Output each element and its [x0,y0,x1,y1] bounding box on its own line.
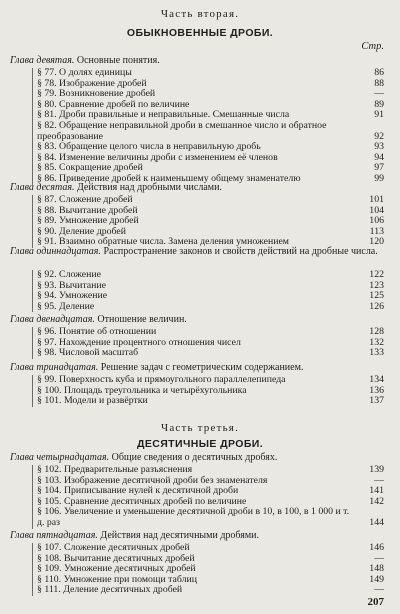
part-label: Часть третья. [160,422,240,434]
entry-page: 93 [374,142,384,153]
toc-entry[interactable] [33,163,384,174]
toc-entry[interactable] [33,507,384,528]
entry-page: 88 [374,78,384,89]
toc-entry[interactable] [33,270,384,281]
part-label: Часть вторая. [160,8,240,20]
entry-number: § 98. [37,348,57,359]
entry-page: 92 [374,130,384,142]
entry-title: Взаимно обратные числа. Замена деления умножением [59,237,290,248]
entry-number: § 95. [37,301,57,312]
toc-entry[interactable] [33,153,384,164]
entry-title: Изображение дробей [59,78,147,89]
entry-title: Нахождение процентного отношения чисел [59,337,241,348]
toc-entry[interactable] [33,142,384,153]
entry-number: § 88. [37,205,57,216]
toc-entry[interactable] [33,543,384,554]
chapter-label: Глава пятнадцатая. [10,530,98,541]
entry-page: 149 [369,574,384,585]
entry-page: 101 [369,195,384,205]
entry-title: Сложение [59,270,101,280]
entry-title: Приведение дробей к наименьшему общему знаменателю [59,173,301,184]
toc-entry[interactable] [33,110,384,121]
toc-entry[interactable] [33,348,384,359]
toc-entry[interactable] [33,216,384,227]
entry-title: О долях единицы [59,68,132,78]
entry-page: 141 [369,486,384,497]
chapter-entries [32,375,384,407]
entry-title: Умножение десятичных дробей [63,564,196,575]
entry-number: § 107. [37,543,62,553]
entry-number: § 92. [37,270,57,280]
entry-page: 132 [369,337,384,348]
entry-title: Деление десятичных дробей [63,585,183,596]
entry-page: 137 [369,396,384,407]
chapter-title: Общие сведения о десятичных дробях. [111,452,278,463]
toc-entry[interactable] [33,327,384,338]
page-column-label: Стр. [361,41,384,52]
entry-number: § 105. [37,496,62,507]
entry-page: 128 [369,327,384,337]
toc-entry[interactable] [33,227,384,238]
entry-number: § 84. [37,152,57,163]
entry-number: § 111. [37,585,61,596]
entry-number: § 89. [37,216,57,227]
toc-entry[interactable] [33,396,384,407]
chapter-title: Действия над десятичными дробями. [100,530,260,541]
entry-number: § 93. [37,280,57,291]
toc-entry[interactable] [33,291,384,302]
chapter-title: Решение задач с геометрическим содержанием. [100,362,304,373]
entry-number: § 110. [37,574,62,585]
entry-title: Обращение неправильной дроби в смешанное число и обратное преобразование [37,120,327,142]
toc-entry[interactable] [33,476,384,487]
entry-page: 139 [369,465,384,475]
entry-page: 104 [369,205,384,216]
toc-entry[interactable] [33,89,384,100]
toc-entry[interactable] [33,100,384,111]
toc-entry[interactable] [33,465,384,476]
toc-entry[interactable] [33,375,384,386]
entry-title: Дроби правильные и неправильные. Смешанные числа [59,110,290,121]
entry-number: § 77. [37,68,57,78]
toc-entry[interactable] [33,79,384,90]
entry-page: 99 [374,173,384,184]
entry-number: § 85. [37,163,57,174]
chapter-heading [10,314,384,326]
entry-number: § 103. [37,475,62,486]
entry-page: — [374,553,384,564]
chapter-label: Глава тринадцатая. [10,362,99,373]
entry-title: Деление [59,301,95,312]
chapter-label: Глава четырнадцатая. [10,452,110,463]
entry-number: § 86. [37,173,57,184]
chapter-label: Глава двенадцатая. [10,314,95,325]
entry-page: 125 [369,291,384,302]
toc-entry[interactable] [33,585,384,596]
entry-number: § 106. [37,507,62,518]
entry-title: Умножение дробей [59,216,139,227]
chapter-heading [10,452,384,464]
entry-title: Возникновение дробей [59,89,156,100]
entry-title: Сравнение десятичных дробей по величине [63,496,247,507]
entry-title: Изображение десятичной дроби без знаменателя [63,475,268,486]
entry-page: 123 [369,280,384,291]
entry-page: 89 [374,99,384,110]
chapter-title: Распространение законов и свойств действий на дробные числа. [103,246,378,257]
entry-number: § 97. [37,337,57,348]
entry-number: § 96. [37,327,57,337]
toc-entry[interactable] [33,281,384,292]
chapter-heading [10,362,384,374]
chapter-entries [32,543,384,596]
toc-entry[interactable] [33,554,384,565]
chapter-entries [32,327,384,359]
entry-title: Предварительные разъяснения [63,465,193,475]
entry-page: 94 [374,152,384,163]
entry-title: Вычитание десятичных дробей [63,553,195,564]
entry-number: § 101. [37,396,62,407]
entry-title: Поверхность куба и прямоугольного параллелепипеда [59,375,286,385]
page-number: 207 [367,596,384,608]
toc-entry[interactable] [33,68,384,79]
chapter-entries [32,68,384,185]
chapter-title: Действия над дробными числами. [76,182,222,193]
entry-number: § 90. [37,226,57,237]
entry-number: § 104. [37,486,62,497]
entry-page: — [374,585,384,596]
entry-number: § 109. [37,564,62,575]
entry-page: 86 [374,68,384,78]
entry-number: § 87. [37,195,57,205]
chapter-entries [32,465,384,529]
chapter-heading [10,55,384,67]
entry-number: § 108. [37,553,62,564]
entry-page: — [374,475,384,486]
chapter-entries [32,270,384,312]
entry-page: 91 [374,110,384,121]
entry-title: Умножение [59,291,108,302]
entry-title: Модели и развёртки [63,396,148,407]
chapter-label: Глава десятая. [10,182,75,193]
toc-entry[interactable] [33,486,384,497]
entry-title: Сложение десятичных дробей [63,543,190,553]
chapter-entries [32,195,384,248]
entry-page: 133 [369,348,384,359]
entry-title: Приписывание нулей к десятичной дроби [63,486,239,497]
chapter-title: Основные понятия. [76,55,160,66]
entry-number: § 91. [37,237,57,248]
entry-number: § 80. [37,99,57,110]
entry-page: 106 [369,216,384,227]
entry-page: 144 [369,516,384,528]
chapter-heading [10,182,384,194]
chapter-heading [10,530,384,542]
toc-entry[interactable] [33,497,384,508]
entry-title: Понятие об отношении [59,327,157,337]
entry-page: 122 [369,270,384,280]
entry-page: 126 [369,301,384,312]
entry-title: Сложение дробей [59,195,133,205]
entry-number: § 82. [37,120,57,131]
entry-title: Изменение величины дроби с изменением её членов [59,152,278,163]
entry-page: 142 [369,496,384,507]
entry-page: 134 [369,375,384,385]
entry-page: — [374,89,384,100]
part-title: ОБЫКНОВЕННЫЕ ДРОБИ. [126,27,274,39]
entry-number: § 81. [37,110,57,121]
entry-number: § 94. [37,291,57,302]
toc-entry[interactable] [33,302,384,313]
entry-title: Обращение целого числа в неправильную дробь [59,142,261,153]
entry-title: Вычитание [59,280,106,291]
entry-title: Сокращение дробей [59,163,143,174]
toc-entry[interactable] [33,564,384,575]
chapter-label: Глава одиннадцатая. [10,246,101,257]
chapter-title: Отношение величин. [97,314,187,325]
toc-entry[interactable] [33,206,384,217]
toc-entry[interactable] [33,575,384,586]
entry-number: § 83. [37,142,57,153]
entry-number: § 102. [37,465,62,475]
part-title: ДЕСЯТИЧНЫЕ ДРОБИ. [136,438,264,450]
chapter-label: Глава девятая. [10,55,75,66]
entry-page: 120 [369,237,384,248]
entry-number: § 99. [37,375,57,385]
entry-title: Числовой масштаб [59,348,139,359]
entry-page: 146 [369,543,384,553]
entry-number: § 79. [37,89,57,100]
entry-title: Площадь треугольника и четырёхугольника [63,385,247,396]
toc-entry[interactable] [33,195,384,206]
toc-entry[interactable] [33,386,384,397]
toc-entry[interactable] [33,338,384,349]
entry-page: 97 [374,163,384,174]
entry-title: Деление дробей [59,226,126,237]
entry-page: 136 [369,385,384,396]
chapter-heading [10,246,384,258]
entry-title: Вычитание дробей [59,205,138,216]
toc-entry[interactable] [33,121,384,142]
entry-title: Сравнение дробей по величине [59,99,190,110]
entry-number: § 78. [37,78,57,89]
entry-page: 113 [369,226,384,237]
entry-page: 148 [369,564,384,575]
entry-number: § 100. [37,385,62,396]
entry-title: Увеличение и уменьшение десятичной дроби в 10, в 100, в 1 000 и т. д. раз [37,507,350,528]
entry-title: Умножение при помощи таблиц [63,574,198,585]
